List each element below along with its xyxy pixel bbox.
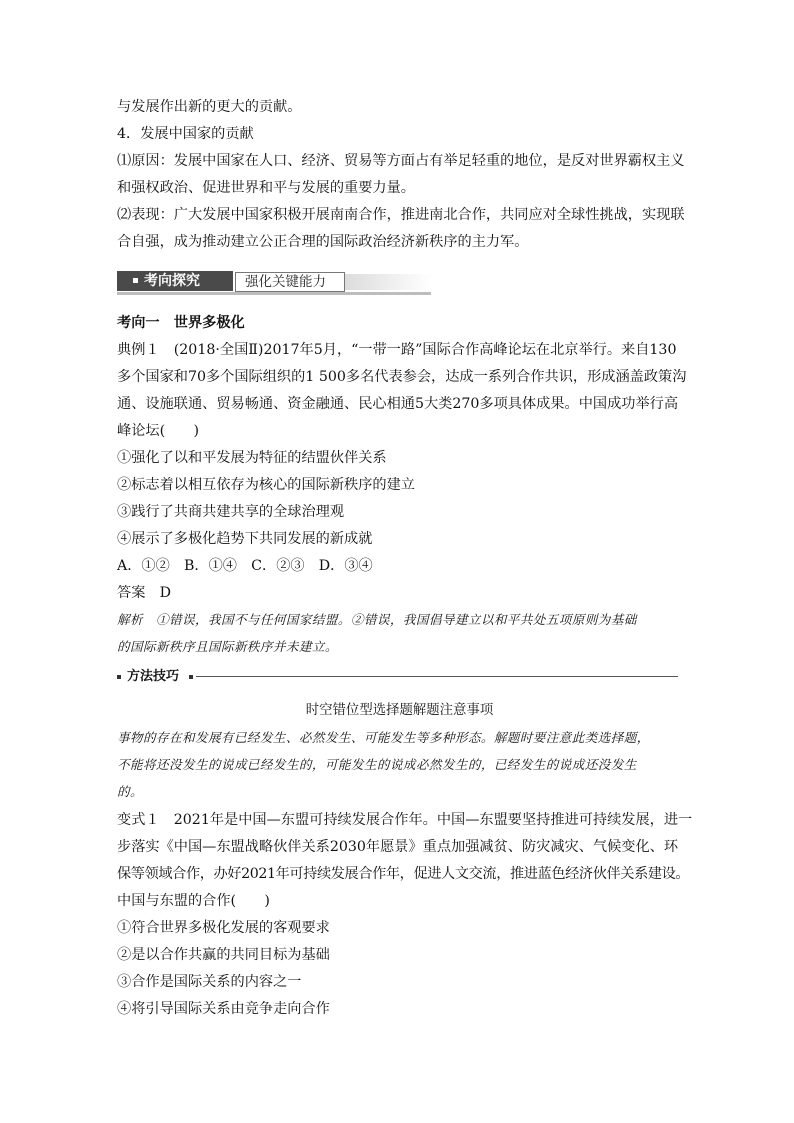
example-analysis: 的国际新秩序且国际新秩序并未建立。 — [117, 639, 338, 654]
banner-dark-label: 考向探究 — [144, 273, 200, 289]
reason-text-line: ⑴原因：发展中国家在人口、经济、贸易等方面占有举足轻重的地位，是反对世界霸权主义 — [117, 153, 685, 169]
example-text-line: 多个国家和70多个国际组织的1 500多名代表参会，达成一系列合作共识，形成涵盖政策沟 — [117, 369, 687, 385]
variant-option: ③合作是国际关系的内容之一 — [117, 974, 302, 990]
variant-text-line: 保等领域合作，办好2021年可持续发展合作年，促进人文交流，推进蓝色经济伙伴关系建设。 — [117, 866, 690, 882]
section-heading: 4．发展中国家的贡献 — [117, 126, 254, 142]
banner-fade — [345, 274, 431, 290]
variant-option: ④将引导国际关系由竞争走向合作 — [117, 1001, 330, 1017]
tips-title: 时空错位型选择题解题注意事项 — [305, 703, 494, 718]
example-option: ①强化了以和平发展为特征的结盟伙伴关系 — [117, 450, 387, 466]
example-option: ④展示了多极化趋势下共同发展的新成就 — [117, 531, 373, 547]
example-analysis: 解析 ①错误，我国不与任何国家结盟。②错误，我国倡导建立以和平共处五项原则为基础 — [117, 612, 637, 627]
banner-light-label: 强化关键能力 — [235, 272, 345, 292]
example-text-line: 通、设施联通、贸易畅通、资金融通、民心相通5大类270多项具体成果。中国成功举行高 — [117, 396, 679, 412]
variant-option: ②是以合作共赢的共同目标为基础 — [117, 947, 330, 963]
divider-line — [196, 676, 678, 677]
example-answer: 答案 D — [117, 585, 171, 601]
tips-text-line: 事物的存在和发展有已经发生、必然发生、可能发生等多种形态。解题时要注意此类选择题， — [117, 730, 650, 745]
method-tips-label: 方法技巧 — [127, 669, 180, 684]
banner-dark-tab — [117, 271, 233, 291]
variant-text-line: 变式１ 2021年是中国—东盟可持续发展合作年。中国—东盟要坚持推进可持续发展，进一 — [117, 812, 693, 828]
performance-text-line: 合自强，成为推动建立公正合理的国际政治经济新秩序的主力军。 — [117, 234, 529, 250]
example-choices: A．①② B．①④ C．②③ D．③④ — [117, 558, 373, 574]
variant-option: ①符合世界多极化发展的客观要求 — [117, 920, 330, 936]
example-option: ②标志着以相互依存为核心的国际新秩序的建立 — [117, 477, 415, 493]
section-banner — [117, 271, 431, 295]
example-text-line: 典例１ (2018·全国Ⅱ)2017年5月，“一带一路”国际合作高峰论坛在北京举行。来自130 — [117, 342, 677, 358]
method-tips-divider — [117, 669, 678, 685]
banner-rule — [117, 292, 431, 295]
example-option: ③践行了共商共建共享的全球治理观 — [117, 504, 345, 520]
variant-text-line: 中国与东盟的合作( ) — [117, 893, 270, 909]
example-text-line: 峰论坛( ) — [117, 423, 200, 439]
bullet-icon — [189, 675, 193, 679]
tips-text-line: 的。 — [117, 784, 143, 799]
variant-text-line: 步落实《中国—东盟战略伙伴关系2030年愿景》重点加强减贫、防灾减灾、气候变化、环 — [117, 839, 679, 855]
intro-text-line: 与发展作出新的更大的贡献。 — [117, 99, 302, 115]
square-bullet-icon — [133, 278, 138, 283]
direction-title: 考向一 世界多极化 — [117, 315, 245, 331]
bullet-icon — [117, 675, 121, 679]
performance-text-line: ⑵表现：广大发展中国家积极开展南南合作，推进南北合作，共同应对全球性挑战，实现联 — [117, 207, 685, 223]
reason-text-line: 和强权政治、促进世界和平与发展的重要力量。 — [117, 180, 415, 196]
tips-text-line: 不能将还没发生的说成已经发生的，可能发生的说成必然发生的，已经发生的说成还没发生 — [117, 757, 637, 772]
